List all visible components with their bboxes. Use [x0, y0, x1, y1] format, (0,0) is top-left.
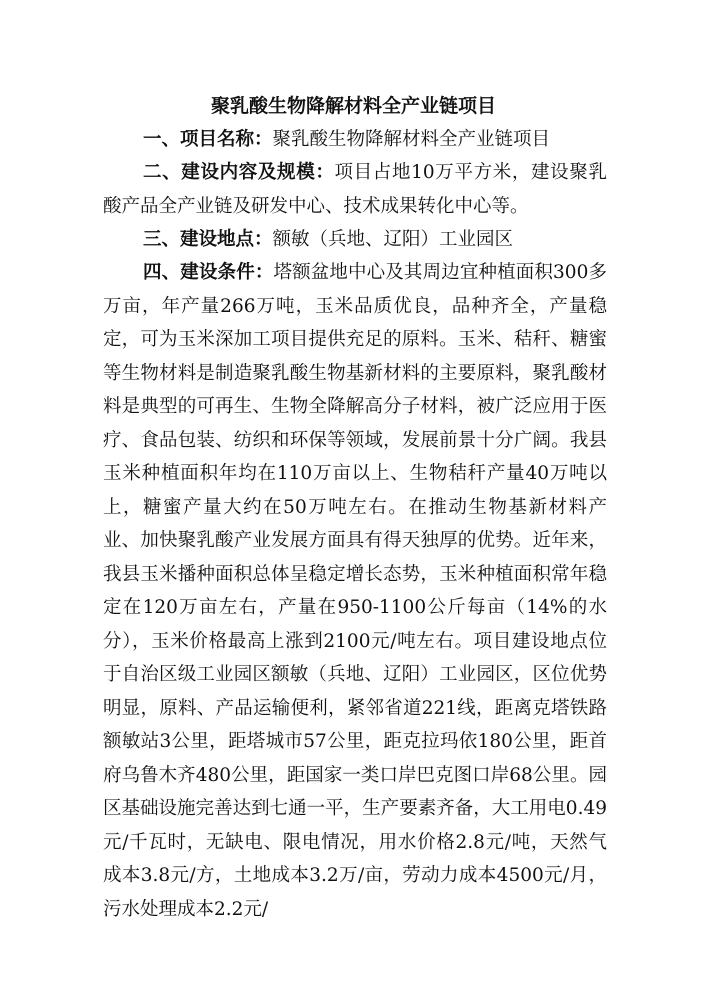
section-text: 额敏（兵地、辽阳）工业园区 — [272, 229, 514, 250]
section-text: 项目占地10万平方米，建设聚乳酸产品全产业链及研发中心、技术成果转化中心等。 — [103, 162, 607, 217]
section-heading: 二、建设内容及规模： — [143, 162, 335, 183]
section-heading: 三、建设地点： — [143, 229, 273, 250]
section-heading: 一、项目名称： — [143, 129, 273, 150]
section-construction-conditions — [103, 256, 607, 926]
section-text: 塔额盆地中心及其周边宜种植面积300多万亩，年产量266万吨，玉米品质优良，品种齐全，产量稳定，可为玉米深加工项目提供充足的原料。玉米、秸秆、糖蜜等生物材料是制造聚乳酸生物基新材料的主要原料，聚乳酸材料是典型的可再生、生物全降解高分子材料，被广泛应用于医疗、食品包装、纺织和环保等领域，发展前景十分广阔。我县玉米种植面积年均在110万亩以上、生物秸秆产量40万吨以上，糖蜜产量大约在50万吨左右。在推动生物基新材料产业、加快聚乳酸产业发展方面具有得天独厚的优势。近年来，我县玉米播种面积总体呈稳定增长态势，玉米种植面积常年稳定在120万亩左右，产量在950-1100公斤每亩（14%的水分），玉米价格最高上涨到2100元/吨左右。项目建设地点位于自治区级工业园区额敏（兵地、辽阳）工业园区，区位优势明显，原料、产品运输便利，紧邻省道221线，距离克塔铁路额敏站3公里，距塔城市57公里，距克拉玛依180公里，距首府乌鲁木齐480公里，距国家一类口岸巴克图口岸68公里。园区基础设施完善达到七通一平，生产要素齐备，大工用电0.49元/千瓦时，无缺电、限电情况，用水价格2.8元/吨，天然气成本3.8元/方，土地成本3.2万/亩，劳动力成本4500元/月，污水处理成本2.2元/ — [103, 262, 607, 920]
section-text: 聚乳酸生物降解材料全产业链项目 — [272, 129, 551, 150]
section-construction-scope — [103, 156, 607, 223]
section-heading: 四、建设条件： — [143, 262, 274, 283]
section-construction-site — [103, 223, 607, 257]
document-title: 聚乳酸生物降解材料全产业链项目 — [210, 95, 496, 117]
section-project-name — [103, 123, 607, 157]
